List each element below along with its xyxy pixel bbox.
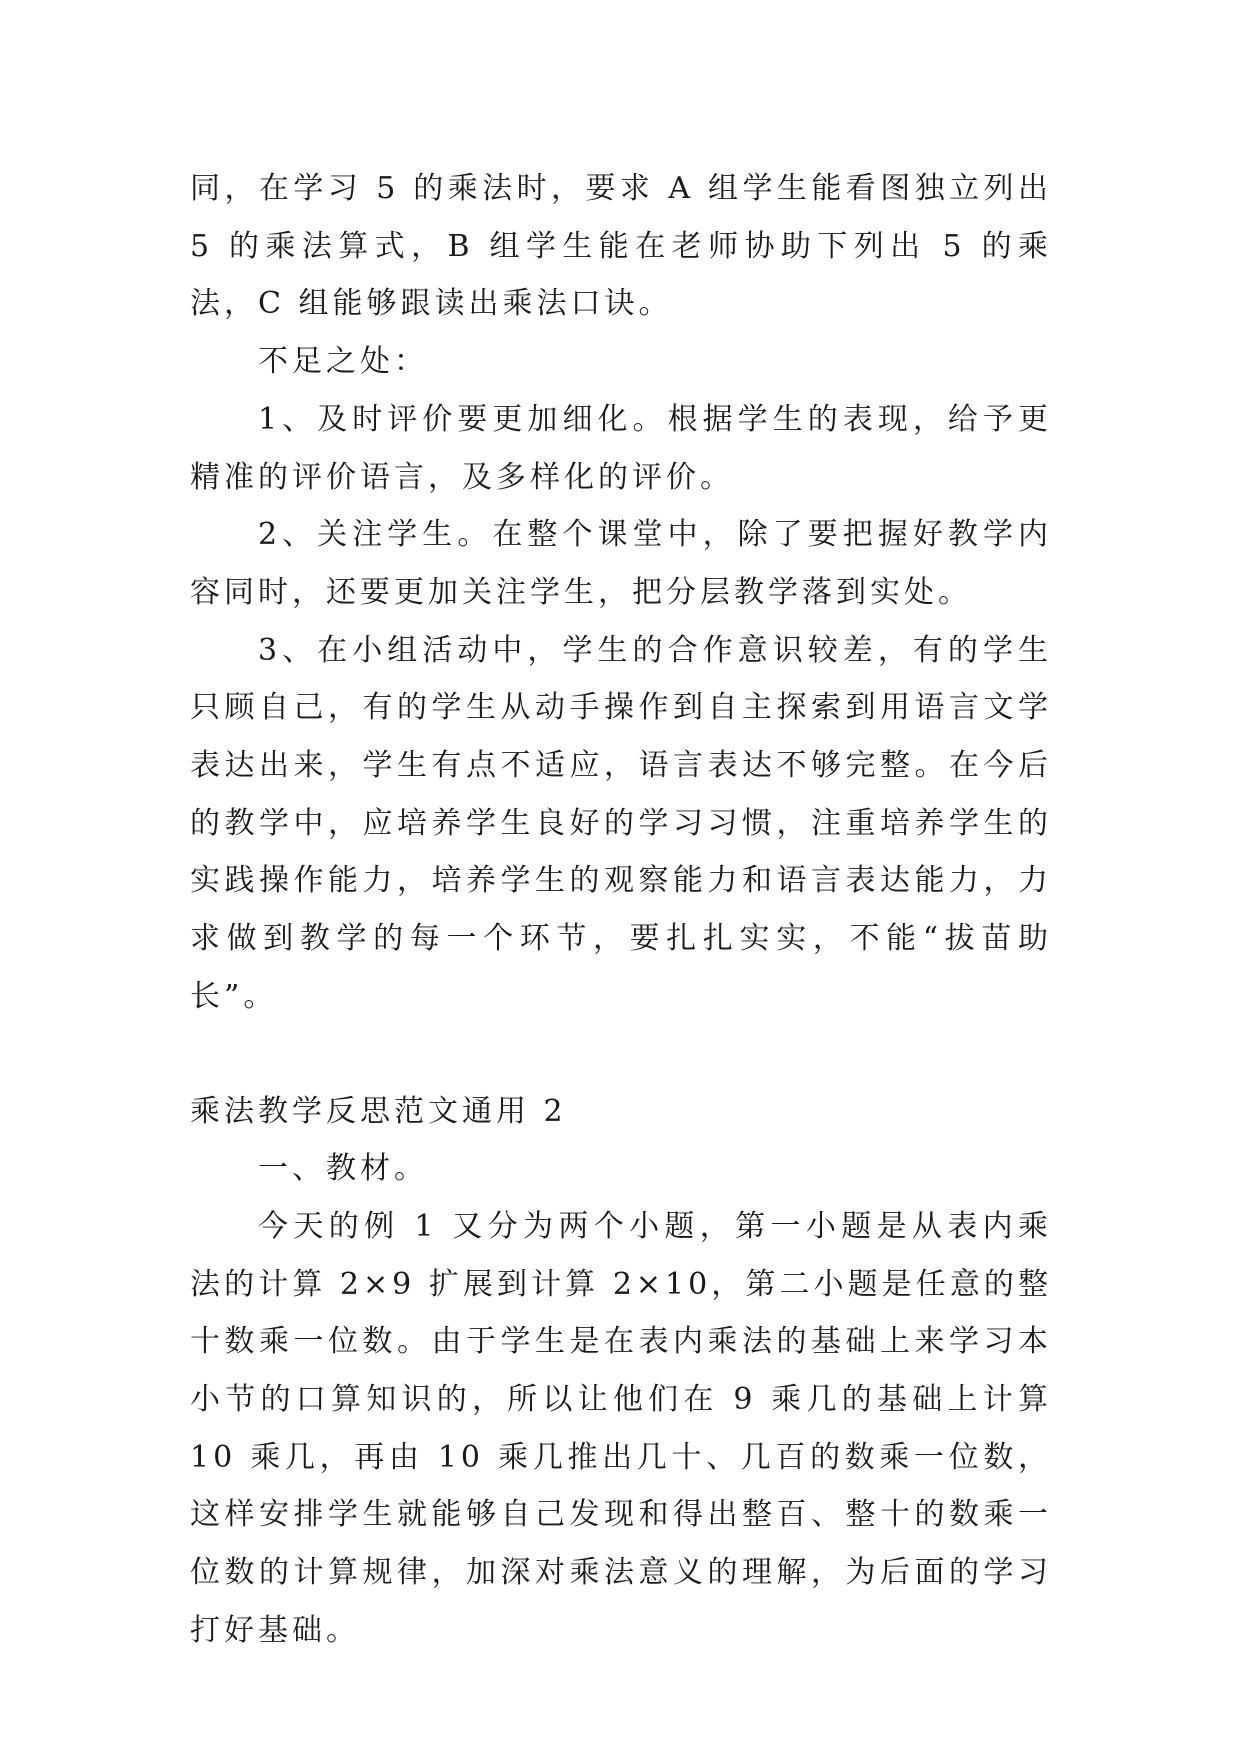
paragraph-shortcomings-heading: 不足之处： [258,344,428,380]
section-title: 乘法教学反思范文通用 2 [190,1093,567,1129]
paragraph-continued: 同，在学习 5 的乘法时，要求 A 组学生能看图独立列出 5 的乘法算式，B 组学生能在老师协助下列出 5 的乘法，C 组能够跟读出乘法口诀。 [190,171,1052,322]
paragraph-point-1: 1、及时评价要更加细化。根据学生的表现，给予更精准的评价语言，及多样化的评价。 [190,401,1052,495]
paragraph-example-1: 今天的例 1 又分为两个小题，第一小题是从表内乘法的计算 2×9 扩展到计算 2×10，第二小题是任意的整十数乘一位数。由于学生是在表内乘法的基础上来学习本小节的口算知识的，所以让他们在 9 乘几的基础上计算 10 乘几，再由 10 乘几推出几十、几百的数乘一位数，这样安排学生就能够自己发现和得出整百、整十的数乘一位数的计算规律，加深对乘法意义的理解，为后面的学习打好基础。 [190,1208,1052,1648]
paragraph-textbook-heading: 一、教材。 [258,1151,428,1187]
paragraph-point-3: 3、在小组活动中，学生的合作意识较差，有的学生只顾自己，有的学生从动手操作到自主探索到用语言文学表达出来，学生有点不适应，语言表达不够完整。在今后的教学中，应培养学生良好的学习习惯，注重培养学生的实践操作能力，培养学生的观察能力和语言表达能力，力求做到教学的每一个环节，要扎扎实实，不能“拔苗助长”。 [190,632,1052,1014]
paragraph-point-2: 2、关注学生。在整个课堂中，除了要把握好教学内容同时，还要更加关注学生，把分层教学落到实处。 [190,517,1052,610]
document-body [190,160,1052,1660]
